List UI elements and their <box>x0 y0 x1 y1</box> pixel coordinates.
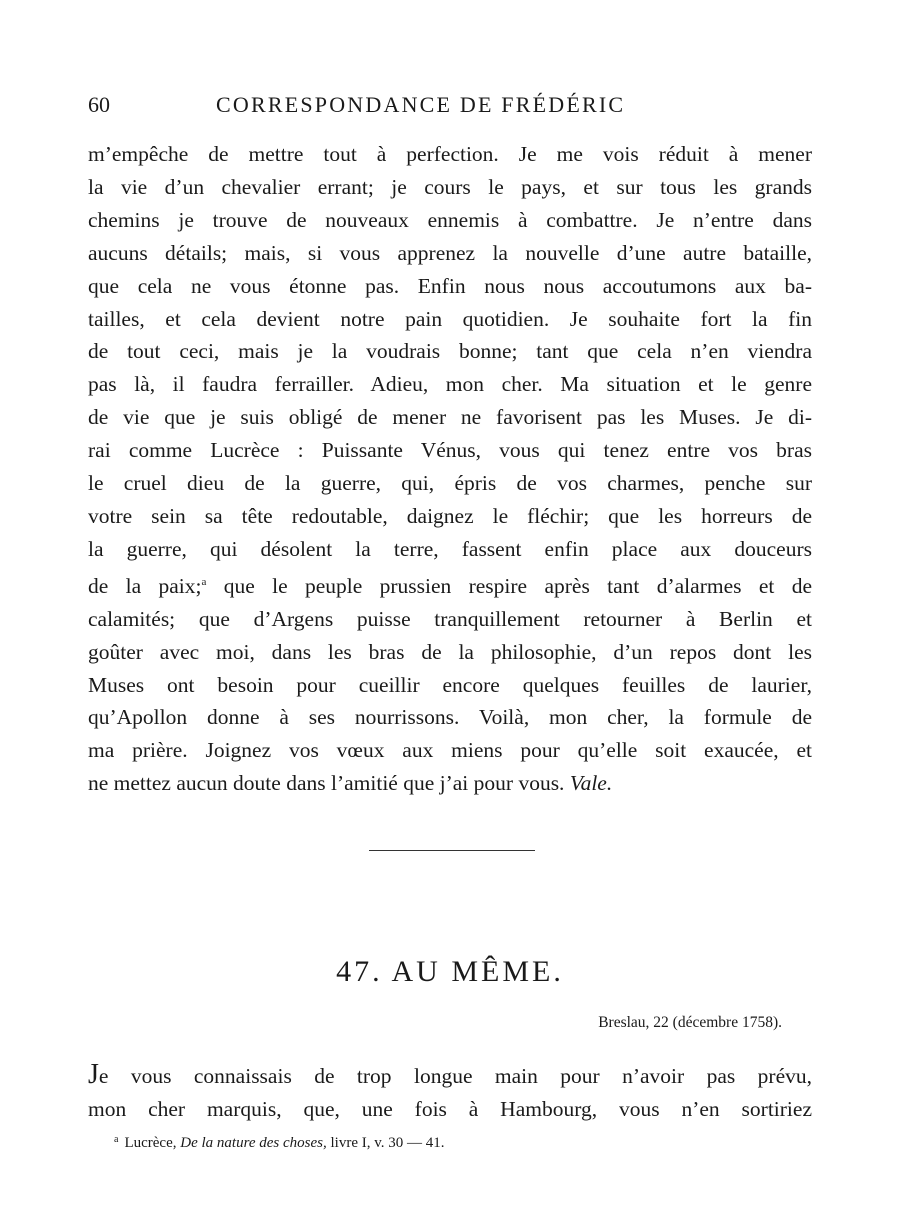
text-line: de tout ceci, mais je la voudrais bonne; tant que cela n’en viendra <box>88 339 812 364</box>
running-head <box>88 92 812 122</box>
text-line: que cela ne vous étonne pas. Enfin nous nous accoutumons aux ba- <box>88 273 812 298</box>
footnote-reference: a <box>201 575 207 588</box>
text-line: de vie que je suis obligé de mener ne favorisent pas les Muses. Je di- <box>88 405 812 430</box>
letter-dateline: Breslau, 22 (décembre 1758). <box>598 1014 782 1031</box>
text-line: rai comme Lucrèce : Puissante Vénus, vous qui tenez entre vos bras <box>88 438 812 463</box>
text-line: Muses ont besoin pour cueillir encore quelques feuilles de laurier, <box>88 672 812 697</box>
text-line: aucuns détails; mais, si vous apprenez la nouvelle d’une autre bataille, <box>88 240 812 265</box>
footnote <box>114 1134 445 1152</box>
initial-letter: J <box>88 1059 99 1090</box>
text-line: le cruel dieu de la guerre, qui, épris de vos charmes, penche sur <box>88 471 812 496</box>
text-line: pas là, il faudra ferrailler. Adieu, mon cher. Ma situation et le genre <box>88 372 812 397</box>
text-segment: ne mettez aucun doute dans l’amitié que j’ai pour vous. <box>88 771 570 796</box>
footnote-work-title: De la nature des choses, <box>180 1135 327 1151</box>
letter-continuation <box>88 138 812 800</box>
letter-body <box>88 1058 812 1126</box>
text-line <box>88 1058 812 1093</box>
text-line: mon cher marquis, que, une fois à Hambourg, vous n’en sortiriez <box>88 1097 812 1121</box>
text-line: chemins je trouve de nouveaux ennemis à combattre. Je n’entre dans <box>88 207 812 232</box>
text-line: tailles, et cela devient notre pain quotidien. Je souhaite fort la fin <box>88 306 812 331</box>
text-line: ma prière. Joignez vos vœux aux miens pour qu’elle soit exaucée, et <box>88 738 812 763</box>
text-line: m’empêche de mettre tout à perfection. Je me vois réduit à mener <box>88 142 812 166</box>
text-segment: que le peuple prussien respire après tant d’alarmes et de <box>206 573 812 598</box>
text-line: votre sein sa tête redoutable, daignez le fléchir; que les horreurs de <box>88 503 812 528</box>
text-line: qu’Apollon donne à ses nourrissons. Voilà, mon cher, la formule de <box>88 705 812 730</box>
footnote-author: Lucrèce, <box>124 1135 177 1151</box>
running-title: CORRESPONDANCE DE FRÉDÉRIC <box>216 92 626 117</box>
text-line: la vie d’un chevalier errant; je cours le pays, et sur tous les grands <box>88 174 812 199</box>
footnote-reference-range: livre I, v. 30 — 41. <box>330 1135 445 1151</box>
letter-title: 47. AU MÊME. <box>336 955 564 988</box>
text-line-last <box>88 767 812 800</box>
footnote-marker: a <box>114 1134 119 1145</box>
text-segment: de la paix; <box>88 573 202 598</box>
text-line: calamités; que d’Argens puisse tranquillement retourner à Berlin et <box>88 606 812 631</box>
text-line: goûter avec moi, dans les bras de la philosophie, d’un repos dont les <box>88 639 812 664</box>
page-number: 60 <box>88 92 110 117</box>
section-divider <box>369 850 535 851</box>
text-line-with-footnote-ref <box>88 566 812 603</box>
text-segment: e vous connaissais de trop longue main pour n’avoir pas prévu, <box>98 1064 812 1088</box>
text-line: la guerre, qui désolent la terre, fassent enfin place aux douceurs <box>88 536 812 561</box>
closing-vale: Vale. <box>569 771 613 796</box>
